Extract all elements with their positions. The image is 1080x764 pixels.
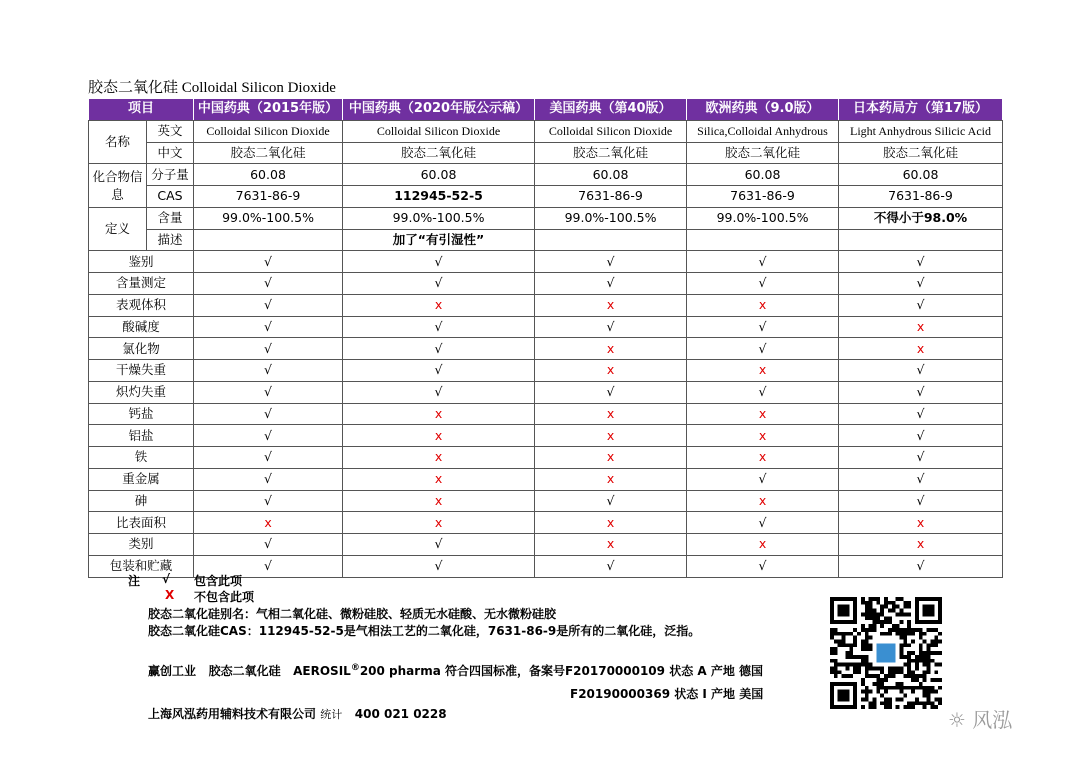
group-definition: 定义 xyxy=(89,207,147,251)
table-header-row xyxy=(89,99,1003,121)
included-mark: √ xyxy=(194,360,343,382)
test-label: 类别 xyxy=(89,534,194,556)
test-label: 鉴别 xyxy=(89,251,194,273)
table-cell: 60.08 xyxy=(194,164,343,186)
table-row xyxy=(89,512,1003,534)
not-included-mark: x xyxy=(535,447,687,469)
table-row xyxy=(89,403,1003,425)
table-row xyxy=(89,229,1003,251)
row-label: 描述 xyxy=(147,229,194,251)
check-legend: 包含此项 xyxy=(194,574,243,588)
note-prefix: 注 xyxy=(128,574,141,588)
table-cell: 加了“有引湿性” xyxy=(343,229,535,251)
included-mark: √ xyxy=(535,273,687,295)
not-included-mark: x xyxy=(535,360,687,382)
table-row xyxy=(89,447,1003,469)
included-mark: √ xyxy=(687,512,839,534)
test-label: 含量测定 xyxy=(89,273,194,295)
included-mark: √ xyxy=(687,273,839,295)
not-included-mark: x xyxy=(839,512,1003,534)
table-cell: Silica,Colloidal Anhydrous xyxy=(687,120,839,142)
table-row xyxy=(89,425,1003,447)
table-cell: 胶态二氧化硅 xyxy=(535,142,687,164)
included-mark: √ xyxy=(194,316,343,338)
included-mark: √ xyxy=(194,425,343,447)
table-row xyxy=(89,338,1003,360)
included-mark: √ xyxy=(535,316,687,338)
included-mark: √ xyxy=(687,251,839,273)
test-label: 表观体积 xyxy=(89,294,194,316)
included-mark: √ xyxy=(194,381,343,403)
not-included-mark: x xyxy=(687,403,839,425)
included-mark: √ xyxy=(194,555,343,577)
table-cell: 7631-86-9 xyxy=(687,186,839,208)
included-mark: √ xyxy=(839,468,1003,490)
table-cell: Light Anhydrous Silicic Acid xyxy=(839,120,1003,142)
included-mark: √ xyxy=(839,403,1003,425)
row-label: 英文 xyxy=(147,120,194,142)
not-included-mark: x xyxy=(343,490,535,512)
test-label: 重金属 xyxy=(89,468,194,490)
included-mark: √ xyxy=(343,273,535,295)
table-cell: Colloidal Silicon Dioxide xyxy=(343,120,535,142)
usa-line: F20190000369 状态 I 产地 美国 xyxy=(570,687,764,701)
table-row xyxy=(89,381,1003,403)
table-cell: Colloidal Silicon Dioxide xyxy=(535,120,687,142)
included-mark: √ xyxy=(194,403,343,425)
not-included-mark: x xyxy=(535,468,687,490)
included-mark: √ xyxy=(687,316,839,338)
included-mark: √ xyxy=(839,251,1003,273)
test-label: 包装和贮藏 xyxy=(89,555,194,577)
table-row xyxy=(89,534,1003,556)
included-mark: √ xyxy=(343,534,535,556)
test-rows xyxy=(89,251,1003,577)
row-label: CAS xyxy=(147,186,194,208)
included-mark: √ xyxy=(194,273,343,295)
test-label: 铁 xyxy=(89,447,194,469)
table-row xyxy=(89,468,1003,490)
table-cell: 胶态二氧化硅 xyxy=(687,142,839,164)
page-title: 胶态二氧化硅 Colloidal Silicon Dioxide xyxy=(88,80,336,96)
not-included-mark: x xyxy=(535,294,687,316)
specification-table xyxy=(88,98,1003,578)
header-jp-17: 日本药局方（第17版） xyxy=(839,99,1003,121)
not-included-mark: x xyxy=(687,534,839,556)
included-mark: √ xyxy=(535,490,687,512)
not-included-mark: x xyxy=(687,490,839,512)
not-included-mark: x xyxy=(343,468,535,490)
not-included-mark: x xyxy=(343,294,535,316)
included-mark: √ xyxy=(343,338,535,360)
table-cell: 胶态二氧化硅 xyxy=(343,142,535,164)
not-included-mark: x xyxy=(343,447,535,469)
test-label: 比表面积 xyxy=(89,512,194,534)
table-cell: 60.08 xyxy=(839,164,1003,186)
table-cell: 99.0%-100.5% xyxy=(194,207,343,229)
not-included-mark: x xyxy=(687,294,839,316)
table-row xyxy=(89,316,1003,338)
table-row xyxy=(89,294,1003,316)
registered-mark: ® xyxy=(350,663,360,673)
table-cell: 胶态二氧化硅 xyxy=(194,142,343,164)
check-symbol: √ xyxy=(162,572,171,586)
header-usp-40: 美国药典（第40版） xyxy=(535,99,687,121)
test-label: 氯化物 xyxy=(89,338,194,360)
watermark-text: 风泓 xyxy=(972,708,1013,732)
included-mark: √ xyxy=(839,490,1003,512)
table-cell: 7631-86-9 xyxy=(535,186,687,208)
table-cell xyxy=(194,229,343,251)
table-cell: 60.08 xyxy=(535,164,687,186)
table-row xyxy=(89,251,1003,273)
table-cell: 99.0%-100.5% xyxy=(343,207,535,229)
table-cell: 7631-86-9 xyxy=(839,186,1003,208)
included-mark: √ xyxy=(687,555,839,577)
table-cell: 99.0%-100.5% xyxy=(535,207,687,229)
x-legend: 不包含此项 xyxy=(194,590,255,604)
not-included-mark: x xyxy=(687,447,839,469)
included-mark: √ xyxy=(839,447,1003,469)
product-name: 胶态二氧化硅 xyxy=(208,664,281,678)
table-row xyxy=(89,164,1003,186)
wechat-icon: ☼ xyxy=(948,708,966,732)
not-included-mark: x xyxy=(839,316,1003,338)
table-cell xyxy=(839,229,1003,251)
included-mark: √ xyxy=(839,294,1003,316)
test-label: 炽灼失重 xyxy=(89,381,194,403)
qr-code xyxy=(826,597,946,709)
not-included-mark: x xyxy=(535,425,687,447)
test-label: 砷 xyxy=(89,490,194,512)
included-mark: √ xyxy=(194,447,343,469)
header-ep-9: 欧洲药典（9.0版） xyxy=(687,99,839,121)
included-mark: √ xyxy=(535,555,687,577)
included-mark: √ xyxy=(343,381,535,403)
cas-note: 胶态二氧化硅CAS：112945-52-5是气相法工艺的二氧化硅，7631-86-9是所有的二氧化硅，泛指。 xyxy=(148,624,701,638)
header-chp-2015: 中国药典（2015年版） xyxy=(194,99,343,121)
not-included-mark: x xyxy=(343,403,535,425)
not-included-mark: x xyxy=(839,338,1003,360)
evonik-detail: 200 pharma 符合四国标准，备案号F20170000109 状态 A 产地 德国 xyxy=(359,664,764,678)
stat-line xyxy=(148,705,447,722)
test-label: 铝盐 xyxy=(89,425,194,447)
table-row xyxy=(89,490,1003,512)
not-included-mark: x xyxy=(687,425,839,447)
company-fenghong: 上海风泓药用辅料技术有限公司 xyxy=(148,707,317,721)
header-item: 项目 xyxy=(89,99,194,121)
included-mark: √ xyxy=(839,555,1003,577)
included-mark: √ xyxy=(194,490,343,512)
included-mark: √ xyxy=(343,316,535,338)
included-mark: √ xyxy=(687,338,839,360)
included-mark: √ xyxy=(839,425,1003,447)
table-row xyxy=(89,120,1003,142)
stat-label: 统计 xyxy=(320,708,343,721)
table-cell: Colloidal Silicon Dioxide xyxy=(194,120,343,142)
included-mark: √ xyxy=(839,273,1003,295)
header-chp-2020: 中国药典（2020年版公示稿） xyxy=(343,99,535,121)
table-cell xyxy=(687,229,839,251)
watermark xyxy=(948,704,1012,733)
table-row xyxy=(89,186,1003,208)
table-cell: 胶态二氧化硅 xyxy=(839,142,1003,164)
included-mark: √ xyxy=(194,294,343,316)
included-mark: √ xyxy=(839,381,1003,403)
x-symbol: X xyxy=(165,588,175,602)
table-cell: 60.08 xyxy=(343,164,535,186)
test-label: 酸碱度 xyxy=(89,316,194,338)
alias-note: 胶态二氧化硅别名：气相二氧化硅、微粉硅胶、轻质无水硅酸、无水微粉硅胶 xyxy=(148,607,557,621)
group-compound: 化合物信息 xyxy=(89,164,147,208)
test-label: 干燥失重 xyxy=(89,360,194,382)
not-included-mark: x xyxy=(839,534,1003,556)
included-mark: √ xyxy=(687,468,839,490)
table-cell: 不得小于98.0% xyxy=(839,207,1003,229)
included-mark: √ xyxy=(839,360,1003,382)
included-mark: √ xyxy=(535,251,687,273)
row-label: 分子量 xyxy=(147,164,194,186)
table-row xyxy=(89,360,1003,382)
evonik-line xyxy=(148,662,763,679)
not-included-mark: x xyxy=(194,512,343,534)
not-included-mark: x xyxy=(535,403,687,425)
phone-number: 400 021 0228 xyxy=(354,707,447,721)
included-mark: √ xyxy=(343,360,535,382)
included-mark: √ xyxy=(194,534,343,556)
group-name: 名称 xyxy=(89,120,147,164)
included-mark: √ xyxy=(535,381,687,403)
included-mark: √ xyxy=(194,338,343,360)
included-mark: √ xyxy=(194,468,343,490)
table-cell: 60.08 xyxy=(687,164,839,186)
company-evonik: 赢创工业 xyxy=(148,664,197,678)
table-row xyxy=(89,273,1003,295)
row-label: 中文 xyxy=(147,142,194,164)
not-included-mark: x xyxy=(343,512,535,534)
table-row xyxy=(89,142,1003,164)
table-row xyxy=(89,207,1003,229)
included-mark: √ xyxy=(194,251,343,273)
table-cell: 7631-86-9 xyxy=(194,186,343,208)
table-cell: 112945-52-5 xyxy=(343,186,535,208)
test-label: 钙盐 xyxy=(89,403,194,425)
included-mark: √ xyxy=(687,381,839,403)
not-included-mark: x xyxy=(535,512,687,534)
included-mark: √ xyxy=(343,251,535,273)
not-included-mark: x xyxy=(343,425,535,447)
not-included-mark: x xyxy=(535,338,687,360)
table-cell xyxy=(535,229,687,251)
table-cell: 99.0%-100.5% xyxy=(687,207,839,229)
brand-name: AEROSIL xyxy=(293,664,351,678)
included-mark: √ xyxy=(343,555,535,577)
row-label: 含量 xyxy=(147,207,194,229)
not-included-mark: x xyxy=(687,360,839,382)
not-included-mark: x xyxy=(535,534,687,556)
